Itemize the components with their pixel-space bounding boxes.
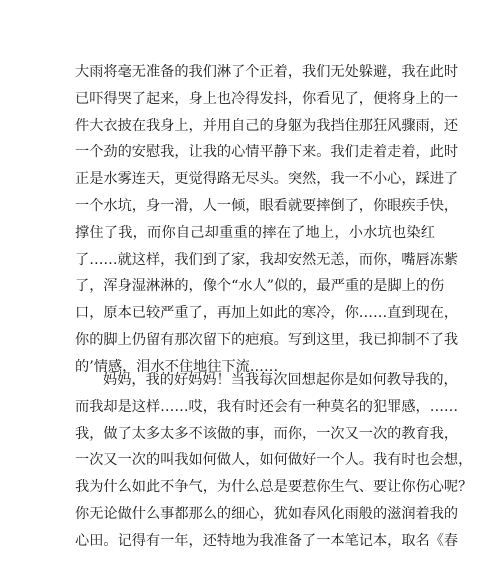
paragraph-line: 心田。记得有一年，还特地为我准备了一本笔记本，取名《春 <box>75 532 459 549</box>
paragraph-line: 的’情感，泪水不住地往下流…… <box>75 358 279 375</box>
paragraph-line: 口，原本已较严重了，再加上如此的寒冷，你……直到现在， <box>75 305 459 322</box>
paragraph-line: 大雨将毫无准备的我们淋了个正着，我们无处躲避，我在此时 <box>75 64 459 80</box>
paragraph-1 <box>75 59 459 381</box>
paragraph-line: 我为什么如此不争气，为什么总是要惹你生气、要让你伤心呢？ <box>75 479 473 496</box>
paragraph-line: 一次又一次的叫我如何做人，如何做好一个人。我有时也会想， <box>75 452 473 469</box>
paragraph-2 <box>75 367 473 555</box>
paragraph-line: 已吓得哭了起来，身上也冷得发抖，你看见了，便将身上的一 <box>75 90 459 107</box>
paragraph-line: 件大衣披在我身上，并用自己的身躯为我挡住那狂风骤雨，还 <box>75 117 459 134</box>
paragraph-line: 我，做了太多太多不该做的事，而你，一次又一次的教育我， <box>75 425 459 442</box>
paragraph-line: 撑住了我，而你自己却重重的摔在了地上，小水坑也染红 <box>75 224 435 241</box>
paragraph-line: 了，浑身湿淋淋的，像个“水人”似的，最严重的是脚上的伤 <box>75 278 445 295</box>
paragraph-line: 一个水坑，身一滑，人一倾，眼看就要摔倒了，你眼疾手快， <box>75 197 459 214</box>
paragraph-line: 一个劲的安慰我，让我的心情平静下来。我们走着走着，此时 <box>75 144 459 161</box>
paragraph-line: 你的脚上仍留有那次留下的疤痕。写到这里，我已抑制不了我 <box>75 331 459 348</box>
paragraph-line: 你无论做什么事都那么的细心，犹如春风化雨般的滋润着我的 <box>75 505 459 522</box>
paragraph-line: 正是水雾连天，更觉得路无尽头。突然，我一不小心，踩进了 <box>75 171 459 188</box>
paragraph-line: 了……就这样，我们到了家，我却安然无恙，而你，嘴唇冻紫 <box>75 251 459 268</box>
paragraph-line: 而我却是这样……哎，我有时还会有一种莫名的犯罪感，…… <box>75 398 459 415</box>
paragraph-line: 妈妈，我的好妈妈！当我每次回想起你是如何教导我的， <box>103 372 458 388</box>
